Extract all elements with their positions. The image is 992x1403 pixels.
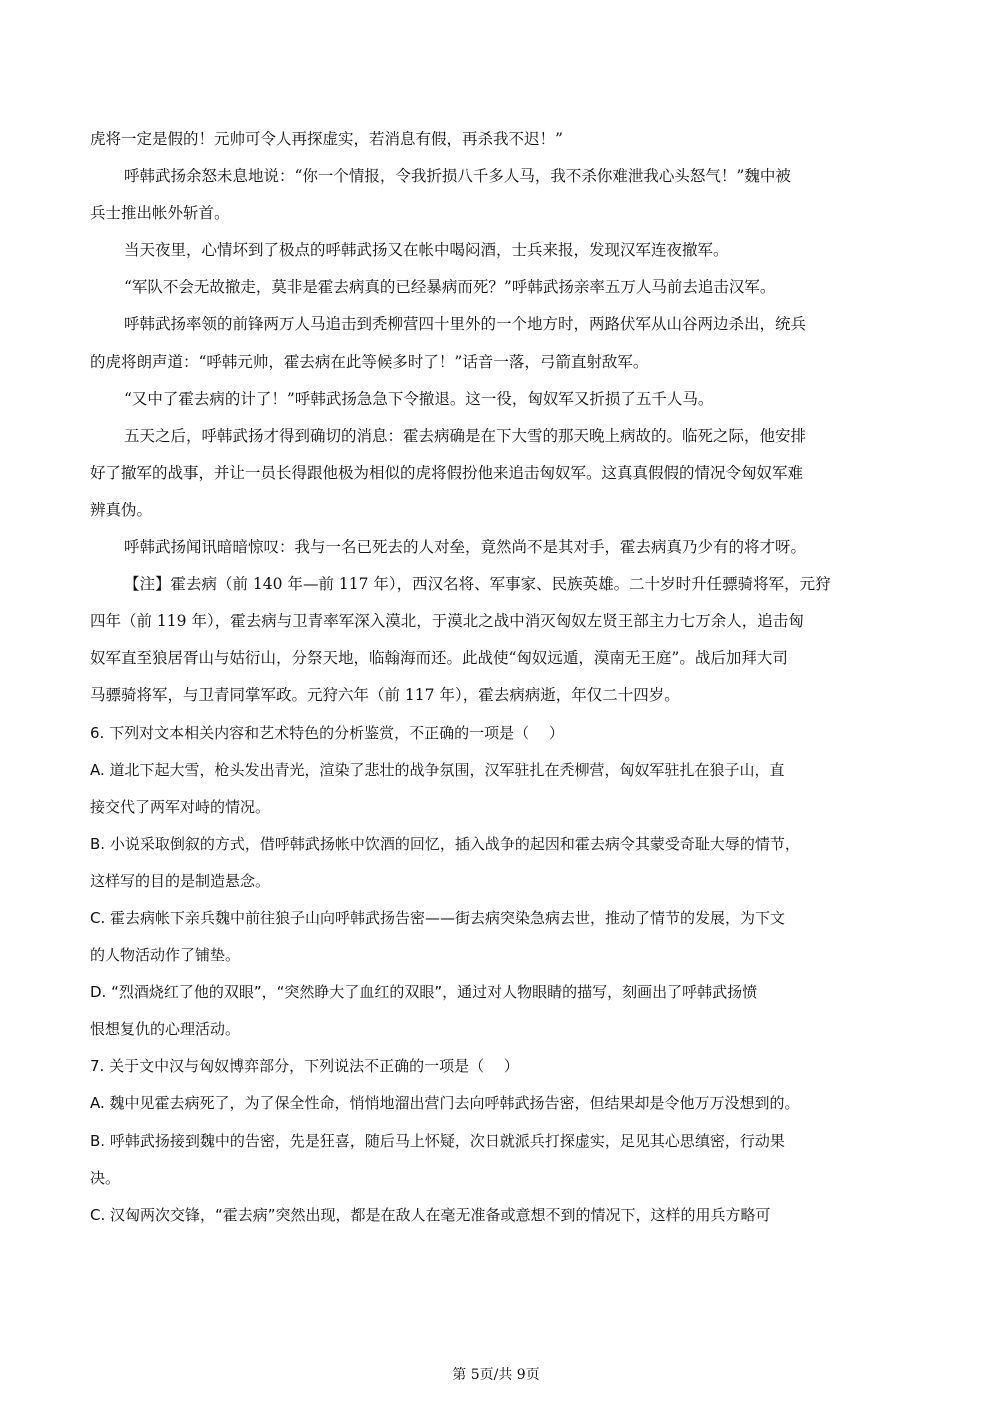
- note-line: 奴军直至狼居胥山与姑衍山，分祭天地，临翰海而还。此战使“匈奴远遁，漠南无王庭”。战后加拜大司: [90, 649, 788, 668]
- text-line: 五天之后，呼韩武扬才得到确切的消息：霍去病确是在下大雪的那天晚上病故的。临死之际，他安排: [124, 426, 807, 445]
- option-d-cont: 恨想复仇的心理活动。: [90, 1020, 241, 1039]
- text-line: 兵士推出帐外斩首。: [90, 204, 230, 223]
- option-a-cont: 接交代了两军对峙的情况。: [90, 797, 271, 816]
- text-line: 虎将一定是假的！元帅可令人再探虚实，若消息有假，再杀我不迟！”: [90, 130, 563, 148]
- option-b: B. 呼韩武扬接到魏中的告密，先是狂喜，随后马上怀疑，次日就派兵打探虚实，足见其心思缜密，行动果: [90, 1131, 785, 1150]
- option-c-cont: 的人物活动作了铺垫。: [90, 946, 241, 965]
- text-line: 呼韩武扬余怒未息地说：“你一个情报，令我折损八千多人马，我不杀你难泄我心头怒气！”魏中被: [124, 167, 791, 186]
- option-b: B. 小说采取倒叙的方式，借呼韩武扬帐中饮酒的回忆，插入战争的起因和霍去病令其蒙受奇耻大辱的情节，: [90, 834, 800, 853]
- text-line: “又中了霍去病的计了！”呼韩武扬急急下令撤退。这一役，匈奴军又折损了五千人马。: [124, 389, 714, 408]
- text-line: 呼韩武扬闻讯暗暗惊叹：我与一名已死去的人对垒，竟然尚不是其对手，霍去病真乃少有的将才呀。: [124, 538, 807, 557]
- question-6: 6. 下列对文本相关内容和艺术特色的分析鉴赏，不正确的一项是（ ）: [90, 723, 564, 742]
- text-line: 好了撤军的战事，并让一员长得跟他极为相似的虎将假扮他来追击匈奴军。这真真假假的情况令匈奴军难: [90, 463, 804, 482]
- option-c: C. 汉匈两次交锋，“霍去病”突然出现，都是在敌人在毫无准备或意想不到的情况下，这样的用兵方略可: [90, 1205, 771, 1224]
- option-b-cont: 这样写的目的是制造悬念。: [90, 871, 271, 890]
- text-line: 辨真伪。: [90, 500, 153, 519]
- text-line: 的虎将朗声道：“呼韩元帅，霍去病在此等候多时了！”话音一落，弓箭直射敌军。: [90, 352, 649, 371]
- note-line: 【注】霍去病（前 140 年—前 117 年），西汉名将、军事家、民族英雄。二十岁时升任骠骑将军，元狩: [124, 575, 831, 594]
- page-footer: 第 5页/共 9页: [452, 1367, 540, 1383]
- option-a: A. 道北下起大雪，枪头发出青光，渲染了悲壮的战争氛围，汉军驻扎在秃柳营，匈奴军驻扎在狼子山，直: [90, 760, 785, 779]
- text-line: 当天夜里，心情坏到了极点的呼韩武扬又在帐中喝闷酒，士兵来报，发现汉军连夜撤军。: [124, 241, 729, 260]
- option-a: A. 魏中见霍去病死了，为了保全性命，悄悄地溜出营门去向呼韩武扬告密，但结果却是令他万万没想到的。: [90, 1094, 800, 1113]
- question-7: 7. 关于文中汉与匈奴博弈部分，下列说法不正确的一项是（ ）: [90, 1057, 519, 1076]
- document-body: [90, 121, 905, 1234]
- note-line: 四年（前 119 年），霍去病与卫青率军深入漠北，于漠北之战中消灭匈奴左贤王部主力七万余人，追击匈: [90, 612, 804, 631]
- note-line: 马骠骑将军，与卫青同掌军政。元狩六年（前 117 年），霍去病病逝，年仅二十四岁。: [90, 686, 680, 705]
- option-d: D. “烈酒烧红了他的双眼”，“突然睁大了血红的双眼”，通过对人物眼睛的描写，刻画出了呼韩武扬愤: [90, 983, 758, 1002]
- option-c: C. 霍去病帐下亲兵魏中前往狼子山向呼韩武扬告密——街去病突染急病去世，推动了情节的发展，为下文: [90, 908, 786, 927]
- text-line: 呼韩武扬率领的前锋两万人马追击到秃柳营四十里外的一个地方时，两路伏军从山谷两边杀出，统兵: [124, 315, 807, 334]
- option-b-cont: 决。: [90, 1168, 121, 1187]
- text-line: “军队不会无故撤走，莫非是霍去病真的已经暴病而死？”呼韩武扬亲率五万人马前去追击汉军。: [124, 278, 776, 297]
